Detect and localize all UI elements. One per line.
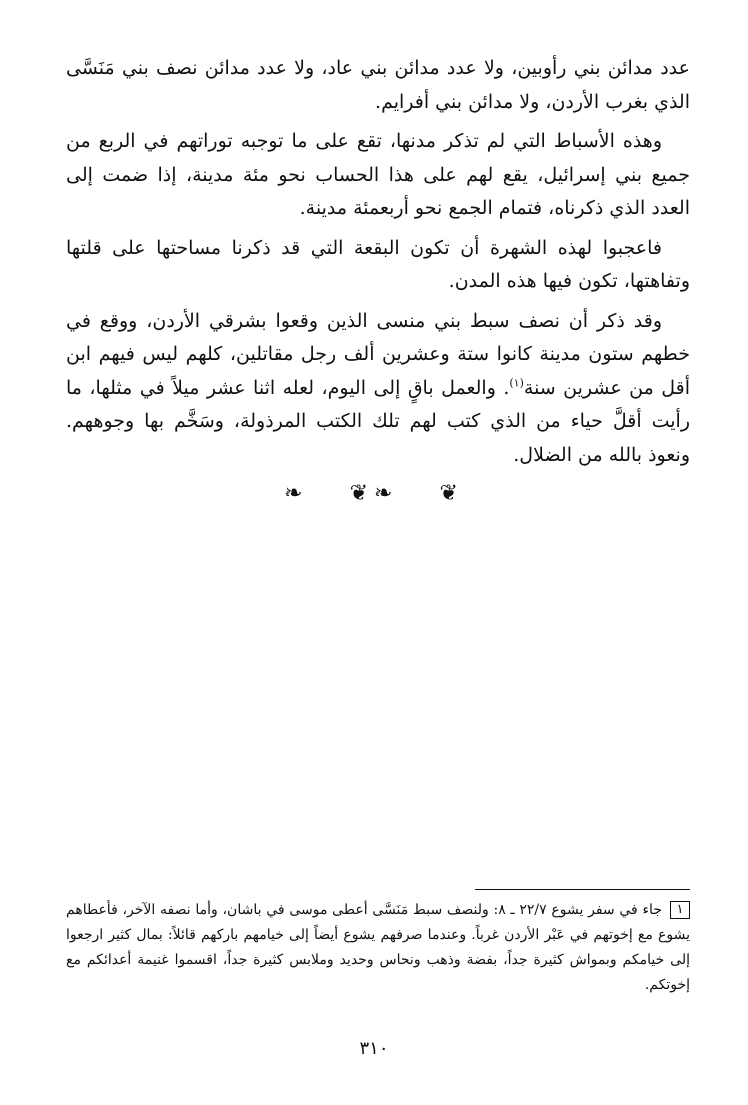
paragraph-2: وهذه الأسباط التي لم تذكر مدنها، تقع على ما توجبه توراتهم في الربع من جميع بني إسرائيل، يقع لهم على هذا الحساب نحو مئة مدينة، إذا ضمت إلى العدد الذي ذكرناه، فتمام الجمع نحو أربعمئة مدينة. [66,130,690,219]
main-text-body [66,52,690,478]
footnote-separator [475,889,690,890]
footnote-reference: (١) [509,376,524,390]
footnotes-section [66,898,690,998]
ornament-left-icon: ❧ [284,481,309,506]
paragraph-3: فاعجبوا لهذه الشهرة أن تكون البقعة التي قد ذكرنا مساحتها على قلتها وتفاهتها، تكون فيها هذه المدن. [66,236,690,292]
paragraph-4-part-2: . والعمل باقٍ إلى اليوم، لعله اثنا عشر ميلاً في مثلها، ما رأيت أقلَّ حياء من الذي كتب لهم تلك الكتب المرذولة، وسَخَّم بها وجوههم. ونعوذ بالله من الضلال. [66,376,690,466]
paragraph-4-part-1: وقد ذكر أن نصف سبط بني منسى الذين وقعوا بشرقي الأردن، ووقع في خطهم ستون مدينة كانوا ستة وعشرين ألف رجل مقاتلين، كلهم ليس فيهم ابن أقل من عشرين سنة [66,309,691,399]
ornament-right-icon: ❦ [439,481,464,506]
footnote-1 [66,898,690,998]
section-ornament [0,481,748,506]
footnote-number-box: ١ [670,901,690,919]
ornament-center-icon: ❦❧ [349,481,399,506]
paragraph-1: عدد مدائن بني رأوبين، ولا عدد مدائن بني عاد، ولا عدد مدائن نصف بني مَنَسَّى الذي بغرب الأردن، ولا مدائن بني أفرايم. [66,57,690,113]
footnote-text: جاء في سفر يشوع ٢٢/٧ ـ ٨: ولنصف سبط مَنَسَّى أعطى موسى في باشان، وأما نصفه الآخر، فأعطاهم يشوع مع إخوتهم في عَبْر الأردن غرباً. وعندما صرفهم يشوع أيضاً إلى خيامهم باركهم قائلاً: بمال كثير ارجعوا إلى خيامكم وبمواش كثيرة جداً، بفضة وذهب ونحاس وحديد وملابس كثيرة جداً، اقسموا غنيمة أعدائكم مع إخوتكم. [66,902,690,993]
paragraph-4 [66,305,690,473]
page-number: ٣١٠ [359,1038,389,1059]
